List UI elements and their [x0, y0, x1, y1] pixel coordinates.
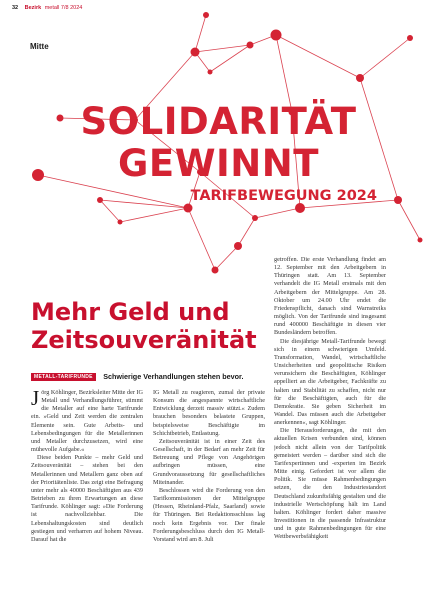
campaign-title-line2: GEWINNT: [118, 142, 319, 185]
page-number: 32: [12, 5, 19, 11]
article-headline: Mehr Geld und Zeitsouveränität: [31, 298, 257, 354]
article-subtitle: Schwierige Verhandlungen stehen bevor.: [103, 372, 244, 382]
paragraph: Beschlossen wird die Forderung von den Tarifkommissionen der Mittelgruppe (Hessen, Rheinland-Pfalz, Saarland) sowie für Thüringen. Bei Redaktionsschluss lag noch kein Ergebnis vor. Der finale Forderungsbeschluss durch den IG Metall-Vorstand wird am 8. Juli: [153, 486, 265, 543]
region-label: Mitte: [30, 42, 49, 51]
kicker-row: [31, 368, 244, 382]
article-column-3: [274, 256, 386, 594]
paragraph: IG Metall zu reagieren, zumal der private Konsum die angespannte wirtschaftliche Entwicklung derzeit massiv stützt.« Zudem brauchen besonders belastete Gruppen, beispielsweise Beschäftigte im Schichtbetrieb, Entlastung.: [153, 389, 265, 437]
section-label: Bezirk: [24, 5, 42, 11]
paragraph: Die Herausforderungen, die mit den aktuellen Krisen verbunden sind, können jedoch nicht allein von der Tarifpolitik gemeistert werden – darüber sind sich die Tarifexpertinnen und -experten im Bezirk Mitte einig. Gefordert ist vor allem die Politik. Sie müsse Rahmenbedingungen setzen, die den Industriestandort Deutschland zukunftsfähig gestalten und die industrielle Wertschöpfung hält im Land halten. Köhlinger fordert daher massive Investitionen in die passende Infrastruktur und in gute Rahmenbedingungen für eine Wettbewerbsfähigkeit: [274, 427, 386, 541]
campaign-title-line1: SOLIDARITÄT: [80, 100, 357, 143]
paragraph: Diese beiden Punkte – mehr Geld und Zeitsouveränität – stehen bei den Metallerinnen und Metallern ganz oben auf der Prioritätenliste. Das zeigt eine Befragung unter mehr als 40000 Beschäftigten aus 439 Betrieben zu ihren Erwartungen an diese Tarifrunde. Köhlinger sagt: »Die Forderung ist nachvollziehbar. Die Lebenshaltungskosten sind deutlich gestiegen und verharren auf hohem Niveau. Darauf hat die: [31, 454, 143, 543]
issue-label: metall 7/8 2024: [44, 5, 83, 11]
drop-cap: J: [31, 389, 40, 410]
paragraph: Zeitsouveränität ist in einer Zeit des Gesellschaft, in der Bedarf an mehr Zeit für Betreuung und Pflege von Angehörigen aufbringen müssen, eine Grundvoraussetzung für gesellschaftliches Miteinander.: [153, 437, 265, 486]
kicker-badge: METALL-TARIFRUNDE: [31, 373, 96, 381]
campaign-title-line3: TARIFBEWEGUNG 2024: [190, 188, 377, 204]
paragraph: getroffen. Die erste Verhandlung findet am 12. September mit den Arbeitgebern in Thüringen statt. Am 13. September verhandelt die IG Metall erstmals mit den Arbeitgebern der Mittelgruppe. Am 28. Oktober um 24.00 Uhr endet die Friedenspflicht, danach sind Warnstreiks möglich. Von der Tarifrunde sind insgesamt rund 400000 Beschäftigte in diesen vier Bundesländern betroffen.: [274, 256, 386, 337]
paragraph: örg Köhlinger, Bezirksleiter Mitte der IG Metall und Verhandlungsführer, stimmt die Metaller auf eine harte Tarifrunde ein. »Geld und Zeit werden die zentralen Elemente sein. Gute Arbeits- und Lebensbedingungen für die Metallerinnen und Metaller durchzusetzen, wird eine mühevolle Aufgabe.«: [31, 389, 143, 454]
article-column-2: [153, 389, 265, 594]
article-column-1: [31, 389, 143, 594]
paragraph: Die diesjährige Metall-Tarifrunde bewegt sich in einem schwierigen Umfeld. Transformation, Wandel, wirtschaftliche Unsicherheiten und geopolitische Risiken verunsichern die Beschäftigten, Köhlinger appelliert an die Arbeitgeber, Fachkräfte zu halten und Stabilität zu schaffen, nicht nur für die Beschäftigten, auch für die Demokratie. Sie geben Sicherheit im Wandel. Das müssen auch die Arbeitgeber anerkennen«, sagt Köhlinger.: [274, 337, 386, 427]
